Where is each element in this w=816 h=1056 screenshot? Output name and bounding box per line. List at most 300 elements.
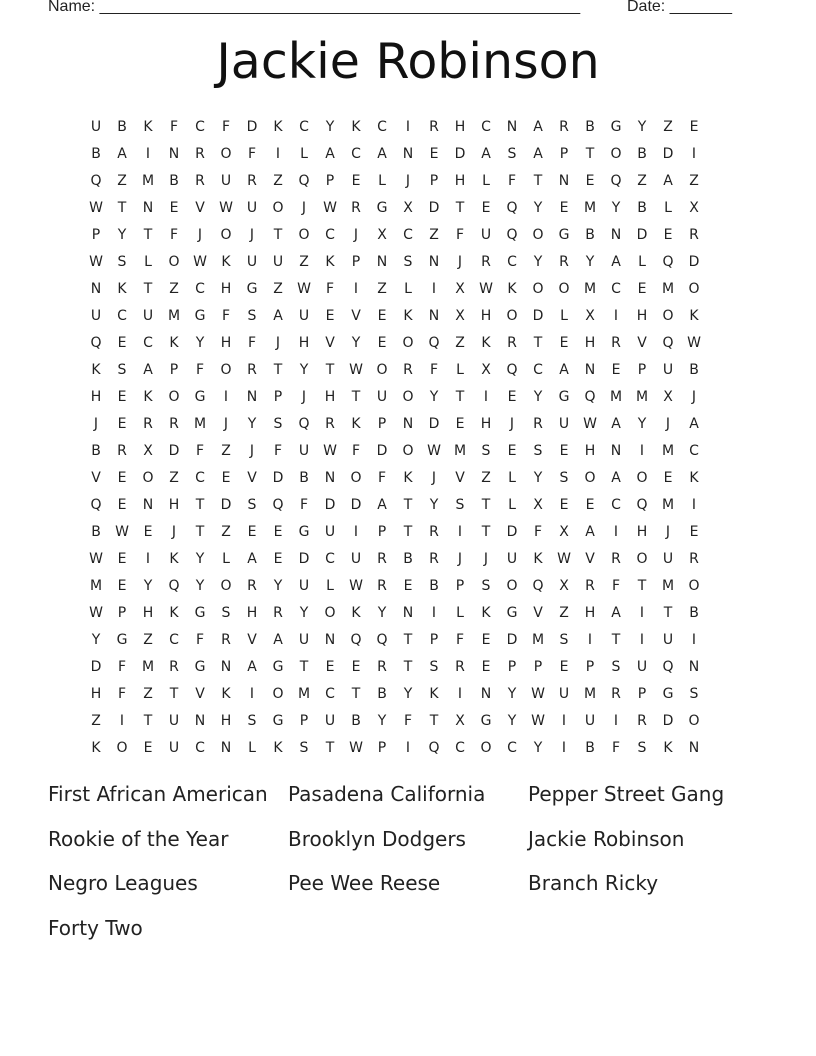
grid-row [83, 654, 733, 681]
grid-letter: B [117, 119, 127, 135]
grid-letter: P [351, 254, 361, 270]
grid-letter: B [403, 551, 413, 567]
grid-letter: A [325, 146, 335, 162]
grid-letter: Z [273, 173, 283, 189]
grid-letter: H [90, 686, 102, 702]
grid-letter: R [611, 335, 621, 351]
grid-letter: T [325, 740, 335, 756]
grid-letter: W [89, 551, 103, 567]
grid-letter: N [688, 659, 700, 675]
grid-letter: E [637, 281, 647, 297]
grid-letter: U [298, 443, 310, 459]
grid-letter: R [689, 551, 699, 567]
grid-letter: P [299, 713, 309, 729]
grid-letter: M [583, 281, 597, 297]
grid-letter: M [635, 389, 649, 405]
grid-letter: A [533, 146, 543, 162]
grid-letter: T [403, 497, 413, 513]
grid-letter: R [481, 254, 491, 270]
grid-letter: G [272, 659, 284, 675]
grid-letter: J [249, 227, 255, 243]
grid-letter: O [298, 227, 310, 243]
grid-letter: D [90, 659, 102, 675]
grid-letter: I [561, 740, 567, 756]
grid-letter: S [247, 713, 257, 729]
grid-letter: R [117, 443, 127, 459]
grid-letter: B [585, 227, 595, 243]
grid-letter: I [613, 713, 619, 729]
grid-letter: O [272, 200, 284, 216]
grid-letter: M [141, 659, 155, 675]
grid-letter: V [247, 470, 257, 486]
grid-letter: E [273, 551, 283, 567]
grid-letter: Y [403, 686, 413, 702]
grid-letter: O [220, 362, 232, 378]
grid-letter: K [689, 308, 699, 324]
grid-letter: Y [429, 389, 439, 405]
grid-letter: I [353, 281, 359, 297]
grid-letter: R [247, 173, 257, 189]
grid-letter: D [168, 443, 180, 459]
grid-letter: I [639, 632, 645, 648]
grid-row [83, 411, 733, 438]
grid-letter: X [455, 281, 465, 297]
grid-letter: N [428, 308, 440, 324]
grid-letter: I [587, 632, 593, 648]
grid-letter: I [561, 713, 567, 729]
grid-row [83, 330, 733, 357]
grid-letter: E [663, 470, 673, 486]
grid-letter: J [301, 389, 307, 405]
grid-letter: C [611, 497, 621, 513]
grid-letter: I [145, 551, 151, 567]
grid-letter: F [533, 524, 543, 540]
grid-letter: O [402, 443, 414, 459]
grid-letter: E [143, 524, 153, 540]
grid-letter: W [89, 605, 103, 621]
grid-letter: E [455, 416, 465, 432]
grid-letter: O [688, 578, 700, 594]
grid-letter: A [273, 632, 283, 648]
grid-letter: E [507, 389, 517, 405]
grid-letter: Y [637, 416, 647, 432]
grid-row [83, 600, 733, 627]
grid-letter: U [90, 119, 102, 135]
grid-letter: Q [298, 173, 310, 189]
grid-letter: S [559, 632, 569, 648]
grid-letter: O [636, 551, 648, 567]
grid-letter: U [246, 200, 258, 216]
grid-letter: S [247, 497, 257, 513]
grid-letter: K [273, 119, 283, 135]
grid-letter: W [531, 686, 545, 702]
grid-letter: D [428, 416, 440, 432]
grid-letter: U [220, 173, 232, 189]
grid-letter: J [457, 254, 463, 270]
grid-letter: V [351, 308, 361, 324]
grid-letter: E [325, 308, 335, 324]
grid-letter: W [531, 713, 545, 729]
grid-letter: K [169, 335, 179, 351]
grid-letter: Q [350, 632, 362, 648]
grid-letter: C [533, 362, 543, 378]
grid-letter: X [533, 497, 543, 513]
grid-letter: H [454, 119, 466, 135]
grid-letter: U [168, 713, 180, 729]
grid-letter: P [91, 227, 101, 243]
grid-letter: S [247, 308, 257, 324]
grid-letter: B [689, 605, 699, 621]
grid-letter: Z [169, 470, 179, 486]
grid-letter: T [195, 497, 205, 513]
grid-letter: R [169, 659, 179, 675]
grid-letter: S [299, 740, 309, 756]
grid-letter: S [403, 254, 413, 270]
grid-letter: G [194, 605, 206, 621]
grid-letter: T [481, 524, 491, 540]
grid-letter: O [688, 713, 700, 729]
grid-letter: K [169, 551, 179, 567]
grid-letter: R [377, 551, 387, 567]
grid-letter: J [275, 335, 281, 351]
grid-letter: R [533, 416, 543, 432]
grid-letter: L [638, 254, 646, 270]
grid-letter: F [247, 335, 257, 351]
grid-row [83, 681, 733, 708]
grid-letter: A [117, 146, 127, 162]
grid-letter: B [351, 713, 361, 729]
grid-letter: D [506, 524, 518, 540]
grid-letter: M [141, 173, 155, 189]
grid-letter: O [506, 308, 518, 324]
grid-letter: R [377, 578, 387, 594]
grid-letter: F [221, 119, 231, 135]
grid-letter: Z [377, 281, 387, 297]
grid-letter: W [687, 335, 701, 351]
grid-letter: D [636, 227, 648, 243]
grid-letter: C [325, 551, 335, 567]
grid-letter: B [169, 173, 179, 189]
grid-letter: Z [663, 119, 673, 135]
grid-letter: W [193, 254, 207, 270]
grid-letter: C [143, 335, 153, 351]
grid-letter: J [93, 416, 99, 432]
grid-letter: S [481, 443, 491, 459]
grid-letter: O [402, 389, 414, 405]
grid-letter: F [377, 470, 387, 486]
grid-letter: Y [533, 389, 543, 405]
word-list-item: Forty Two [48, 915, 143, 940]
grid-letter: S [533, 443, 543, 459]
grid-letter: E [689, 119, 699, 135]
grid-letter: F [611, 578, 621, 594]
grid-letter: K [273, 740, 283, 756]
grid-letter: K [403, 470, 413, 486]
grid-letter: F [455, 227, 465, 243]
grid-letter: R [143, 416, 153, 432]
grid-letter: N [324, 632, 336, 648]
grid-letter: F [403, 713, 413, 729]
grid-letter: I [457, 524, 463, 540]
grid-letter: S [689, 686, 699, 702]
grid-letter: P [169, 362, 179, 378]
word-list-item: Pasadena California [288, 782, 486, 806]
grid-letter: P [585, 659, 595, 675]
grid-letter: G [298, 524, 310, 540]
grid-letter: E [585, 173, 595, 189]
grid-letter: K [403, 308, 413, 324]
grid-letter: O [532, 227, 544, 243]
grid-letter: F [611, 740, 621, 756]
grid-letter: A [247, 551, 257, 567]
grid-letter: Z [481, 470, 491, 486]
grid-letter: E [117, 470, 127, 486]
grid-letter: A [559, 362, 569, 378]
grid-letter: I [691, 497, 697, 513]
grid-letter: U [246, 254, 258, 270]
grid-letter: O [584, 470, 596, 486]
grid-letter: B [299, 470, 309, 486]
grid-letter: T [403, 632, 413, 648]
grid-letter: B [91, 443, 101, 459]
grid-letter: H [454, 173, 466, 189]
grid-letter: G [662, 686, 674, 702]
grid-letter: H [480, 308, 492, 324]
grid-letter: U [480, 227, 492, 243]
grid-letter: L [144, 254, 152, 270]
grid-letter: B [429, 578, 439, 594]
grid-letter: M [297, 686, 311, 702]
grid-letter: M [661, 281, 675, 297]
grid-letter: D [246, 119, 258, 135]
grid-letter: N [142, 497, 154, 513]
grid-letter: R [637, 713, 647, 729]
grid-letter: Q [506, 227, 518, 243]
grid-letter: C [325, 227, 335, 243]
grid-letter: P [507, 659, 517, 675]
grid-letter: R [559, 254, 569, 270]
grid-letter: M [583, 686, 597, 702]
grid-letter: Y [91, 632, 101, 648]
grid-letter: F [169, 119, 179, 135]
grid-letter: C [611, 281, 621, 297]
word-search-grid [83, 114, 733, 762]
grid-letter: I [405, 740, 411, 756]
grid-letter: Q [428, 740, 440, 756]
grid-letter: L [560, 308, 568, 324]
grid-letter: T [299, 659, 309, 675]
grid-letter: L [482, 173, 490, 189]
grid-letter: C [117, 308, 127, 324]
grid-letter: V [637, 335, 647, 351]
grid-letter: I [353, 524, 359, 540]
grid-letter: H [324, 389, 336, 405]
grid-letter: L [508, 497, 516, 513]
grid-letter: L [456, 605, 464, 621]
grid-letter: M [661, 443, 675, 459]
grid-letter: S [117, 362, 127, 378]
grid-letter: C [455, 740, 465, 756]
grid-letter: D [272, 470, 284, 486]
grid-letter: P [533, 659, 543, 675]
grid-letter: N [506, 119, 518, 135]
grid-letter: O [220, 227, 232, 243]
grid-letter: R [195, 173, 205, 189]
grid-letter: N [610, 227, 622, 243]
grid-letter: Y [247, 416, 257, 432]
grid-letter: W [349, 362, 363, 378]
word-list-item: Pee Wee Reese [288, 871, 441, 895]
grid-letter: R [325, 416, 335, 432]
grid-letter: E [143, 740, 153, 756]
grid-letter: Z [221, 443, 231, 459]
grid-letter: Y [351, 335, 361, 351]
grid-letter: Y [429, 497, 439, 513]
grid-letter: E [117, 497, 127, 513]
grid-letter: U [636, 659, 648, 675]
grid-letter: D [220, 497, 232, 513]
grid-letter: H [584, 443, 596, 459]
grid-letter: U [662, 551, 674, 567]
grid-letter: V [195, 200, 205, 216]
grid-letter: A [247, 659, 257, 675]
grid-letter: N [220, 740, 232, 756]
grid-letter: J [509, 416, 515, 432]
grid-letter: B [91, 146, 101, 162]
grid-letter: C [403, 227, 413, 243]
grid-letter: D [350, 497, 362, 513]
grid-letter: R [247, 578, 257, 594]
grid-letter: T [403, 659, 413, 675]
grid-letter: H [246, 605, 258, 621]
grid-letter: H [168, 497, 180, 513]
grid-letter: A [273, 308, 283, 324]
grid-letter: T [351, 389, 361, 405]
grid-letter: C [195, 740, 205, 756]
grid-letter: Y [195, 551, 205, 567]
grid-letter: Q [90, 173, 102, 189]
grid-letter: W [115, 524, 129, 540]
grid-letter: J [691, 389, 697, 405]
name-field-label: Name: ______________________________________________________ [48, 0, 581, 15]
grid-letter: G [480, 713, 492, 729]
grid-letter: W [583, 416, 597, 432]
grid-letter: T [143, 713, 153, 729]
grid-row [83, 735, 733, 762]
grid-row [83, 546, 733, 573]
grid-letter: R [195, 146, 205, 162]
grid-letter: A [611, 470, 621, 486]
grid-letter: S [507, 146, 517, 162]
grid-row [83, 249, 733, 276]
grid-letter: X [455, 713, 465, 729]
grid-letter: T [663, 605, 673, 621]
grid-letter: Z [559, 605, 569, 621]
grid-letter: E [117, 416, 127, 432]
grid-letter: N [324, 470, 336, 486]
grid-letter: C [299, 119, 309, 135]
grid-letter: F [195, 362, 205, 378]
grid-letter: Q [662, 335, 674, 351]
grid-letter: Q [90, 497, 102, 513]
grid-letter: E [403, 578, 413, 594]
grid-letter: F [169, 227, 179, 243]
grid-letter: I [639, 443, 645, 459]
grid-letter: K [689, 470, 699, 486]
grid-letter: O [220, 146, 232, 162]
grid-letter: J [197, 227, 203, 243]
grid-letter: O [168, 254, 180, 270]
date-field-label: Date: _______ [627, 0, 732, 15]
grid-letter: T [273, 362, 283, 378]
grid-letter: T [169, 686, 179, 702]
grid-letter: J [249, 443, 255, 459]
grid-letter: Q [662, 254, 674, 270]
grid-letter: Y [195, 335, 205, 351]
grid-letter: Z [91, 713, 101, 729]
grid-letter: E [247, 524, 257, 540]
grid-letter: W [323, 200, 337, 216]
grid-letter: A [689, 416, 699, 432]
grid-letter: K [481, 335, 491, 351]
grid-letter: T [637, 578, 647, 594]
grid-letter: G [194, 389, 206, 405]
grid-letter: Y [143, 578, 153, 594]
grid-letter: E [481, 200, 491, 216]
grid-row [83, 519, 733, 546]
grid-letter: O [402, 335, 414, 351]
grid-letter: V [247, 632, 257, 648]
grid-letter: J [301, 200, 307, 216]
grid-letter: J [223, 416, 229, 432]
grid-letter: S [611, 659, 621, 675]
grid-letter: A [611, 605, 621, 621]
grid-letter: U [324, 524, 336, 540]
grid-letter: O [350, 470, 362, 486]
word-list-item: Negro Leagues [48, 871, 198, 895]
grid-letter: Q [428, 335, 440, 351]
grid-letter: Y [637, 119, 647, 135]
grid-letter: Z [637, 173, 647, 189]
grid-letter: K [351, 416, 361, 432]
grid-letter: S [273, 416, 283, 432]
grid-letter: U [272, 254, 284, 270]
grid-row [83, 438, 733, 465]
grid-letter: Y [299, 362, 309, 378]
grid-letter: E [377, 308, 387, 324]
grid-letter: K [325, 254, 335, 270]
grid-letter: K [143, 389, 153, 405]
grid-letter: G [194, 659, 206, 675]
grid-letter: N [376, 254, 388, 270]
grid-letter: O [688, 281, 700, 297]
grid-letter: Q [272, 497, 284, 513]
grid-letter: A [533, 119, 543, 135]
grid-letter: Z [143, 686, 153, 702]
grid-letter: K [221, 254, 231, 270]
grid-letter: E [351, 659, 361, 675]
grid-letter: L [248, 740, 256, 756]
grid-letter: E [559, 200, 569, 216]
grid-letter: S [481, 578, 491, 594]
grid-letter: V [585, 551, 595, 567]
grid-letter: H [584, 605, 596, 621]
grid-letter: N [142, 200, 154, 216]
grid-letter: Z [455, 335, 465, 351]
grid-letter: C [507, 254, 517, 270]
grid-letter: H [480, 416, 492, 432]
grid-letter: D [324, 497, 336, 513]
